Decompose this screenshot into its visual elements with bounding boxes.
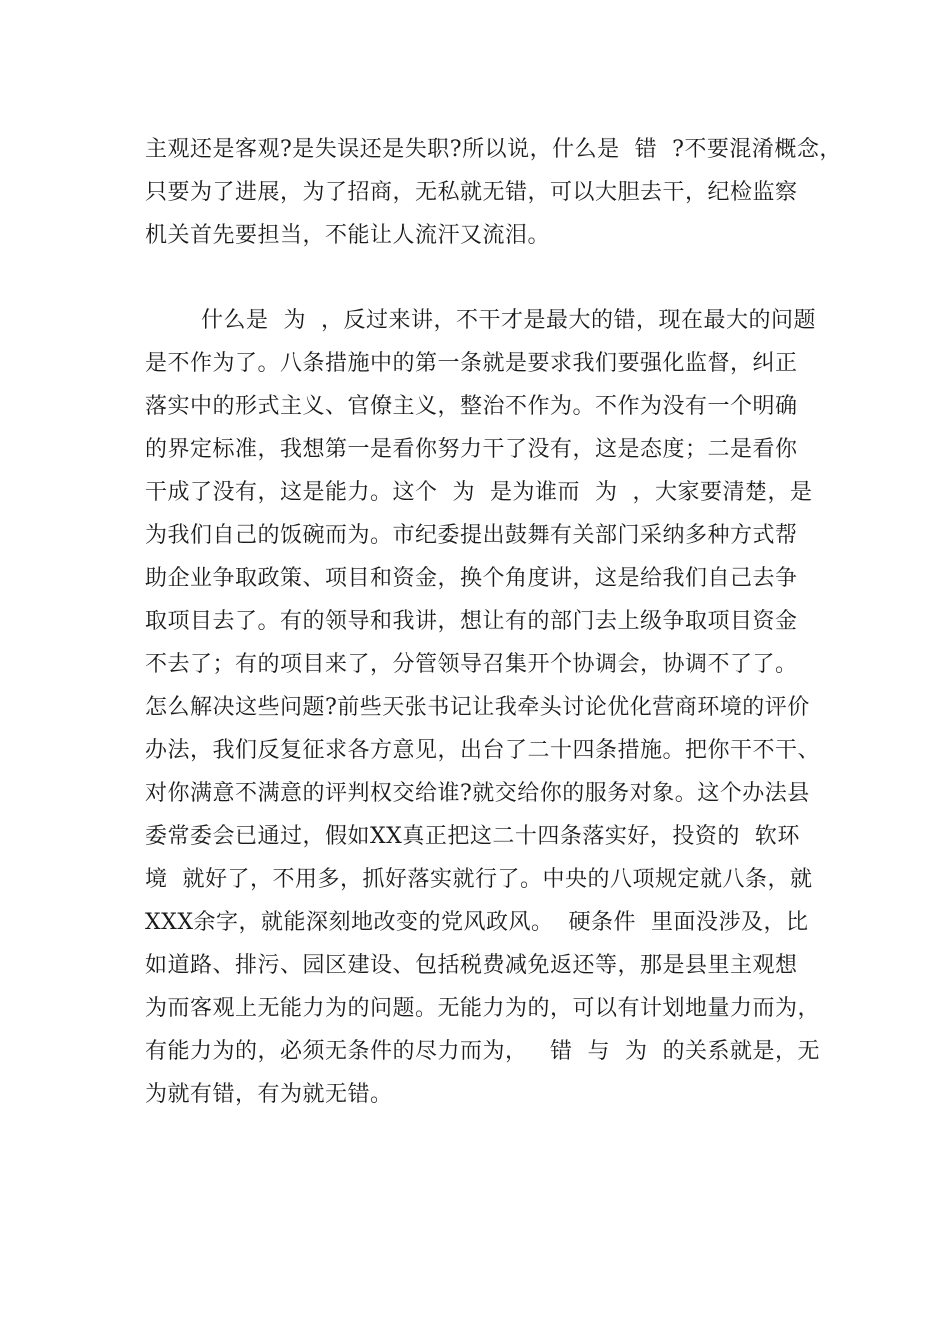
text-line: 主观还是客观?是失误还是失职?所以说，什么是 错 ?不要混淆概念， bbox=[145, 137, 842, 162]
text-line: 取项目去了。有的领导和我讲，想让有的部门去上级争取项目资金 bbox=[145, 609, 798, 634]
text-line: 为就有错，有为就无错。 bbox=[145, 1082, 393, 1107]
text-line: 助企业争取政策、项目和资金，换个角度讲，这是给我们自己去争 bbox=[145, 566, 798, 591]
text-line: 为而客观上无能力为的问题。无能力为的，可以有计划地量力而为， bbox=[145, 996, 821, 1021]
text-line: 为我们自己的饭碗而为。市纪委提出鼓舞有关部门采纳多种方式帮 bbox=[145, 523, 798, 548]
text-line: 有能力为的，必须无条件的尽力而为， 错 与 为 的关系就是，无 bbox=[145, 1039, 820, 1064]
paragraph-spacer bbox=[145, 257, 815, 299]
paragraph-1 bbox=[145, 128, 842, 257]
text-line: 境 就好了，不用多，抓好落实就行了。中央的八项规定就八条，就 bbox=[145, 867, 813, 892]
text-line: 是不作为了。八条措施中的第一条就是要求我们要强化监督，纠正 bbox=[145, 351, 798, 376]
text-line: 的界定标准，我想第一是看你努力干了没有，这是态度；二是看你 bbox=[145, 437, 798, 462]
text-line: 机关首先要担当，不能让人流汗又流泪。 bbox=[145, 223, 551, 248]
text-line: 只要为了进展，为了招商，无私就无错，可以大胆去干，纪检监察 bbox=[145, 180, 798, 205]
text-line: 干成了没有，这是能力。这个 为 是为谁而 为 ，大家要清楚，是 bbox=[145, 480, 813, 505]
text-line: 落实中的形式主义、官僚主义，整治不作为。不作为没有一个明确 bbox=[145, 394, 798, 419]
paragraph-2 bbox=[145, 299, 821, 1116]
text-line: 委常委会已通过，假如XX真正把这二十四条落实好，投资的 软环 bbox=[145, 824, 800, 849]
text-line: XXX余字，就能深刻地改变的党风政风。 硬条件 里面没涉及，比 bbox=[145, 910, 809, 935]
text-line: 怎么解决这些问题?前些天张书记让我牵头讨论优化营商环境的评价 bbox=[145, 695, 810, 720]
text-line: 如道路、排污、园区建设、包括税费减免返还等，那是县里主观想 bbox=[145, 953, 798, 978]
text-line: 办法，我们反复征求各方意见，出台了二十四条措施。把你干不干、 bbox=[145, 738, 821, 763]
text-line: 对你满意不满意的评判权交给谁?就交给你的服务对象。这个办法县 bbox=[145, 781, 810, 806]
text-line: 不去了；有的项目来了，分管领导召集开个协调会，协调不了了。 bbox=[145, 652, 798, 677]
document-body bbox=[145, 128, 842, 1116]
text-line: 什么是 为 ，反过来讲，不干才是最大的错，现在最大的问题 bbox=[201, 308, 816, 333]
